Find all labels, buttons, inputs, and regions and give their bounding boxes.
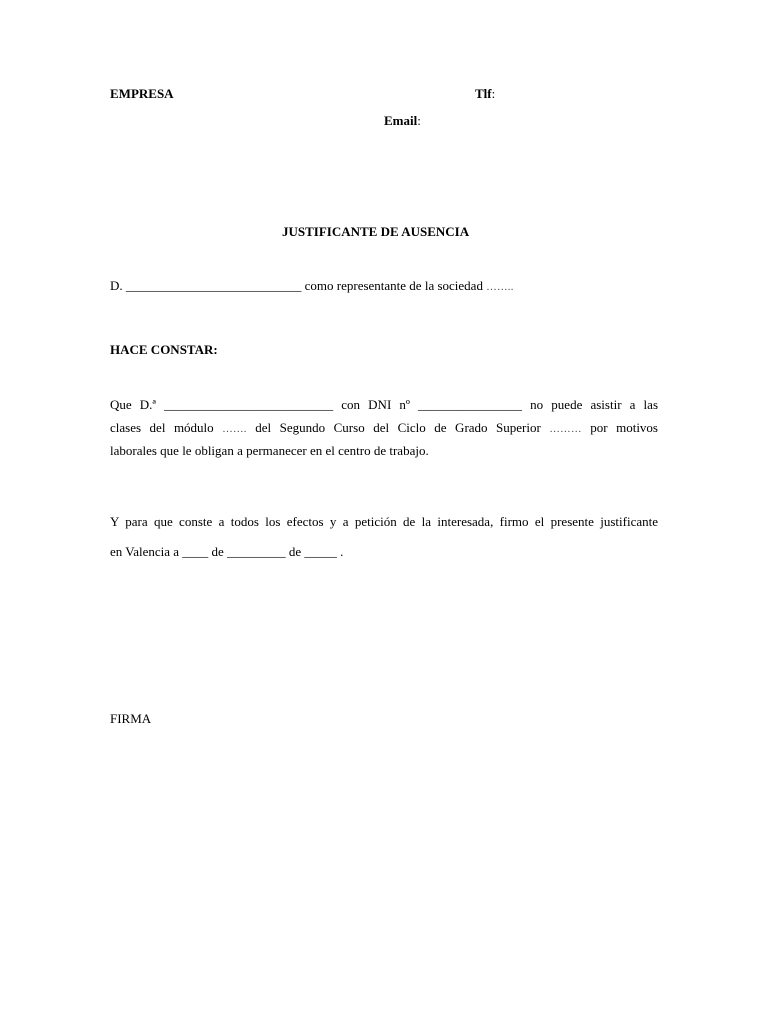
representative-dots: …….. — [486, 282, 514, 293]
company-label: EMPRESA — [110, 86, 174, 101]
body-line-2 — [110, 420, 658, 436]
body-line-2-part-a: clases del módulo — [110, 420, 223, 435]
signature-label: FIRMA — [110, 711, 152, 726]
representative-line — [110, 278, 514, 294]
representative-text: D. ___________________________ como representante de la sociedad — [110, 278, 487, 293]
email-field — [384, 113, 421, 129]
body-line-1: Que D.ª __________________________ con DNI nº ________________ no puede asistir a las — [110, 397, 658, 412]
phone-label: Tlf — [475, 86, 492, 101]
module-dots: ……. — [222, 424, 247, 435]
certify-heading: HACE CONSTAR: — [110, 342, 218, 357]
phone-colon: : — [491, 86, 496, 101]
body-line-3: laborales que le obligan a permanecer en el centro de trabajo. — [110, 443, 429, 458]
email-label: Email — [384, 113, 418, 128]
email-colon: : — [417, 113, 421, 128]
body-line-2-part-b: del Segundo Curso del Ciclo de Grado Superior — [246, 420, 550, 435]
body-line-2-part-c: por motivos — [581, 420, 658, 435]
degree-dots: ……… — [549, 424, 582, 435]
document-title: JUSTIFICANTE DE AUSENCIA — [282, 224, 470, 239]
closing-line-2: en Valencia a ____ de _________ de _____ . — [110, 544, 344, 559]
phone-field — [475, 86, 495, 102]
closing-line-1: Y para que conste a todos los efectos y a petición de la interesada, firmo el presente justificante — [110, 514, 658, 529]
